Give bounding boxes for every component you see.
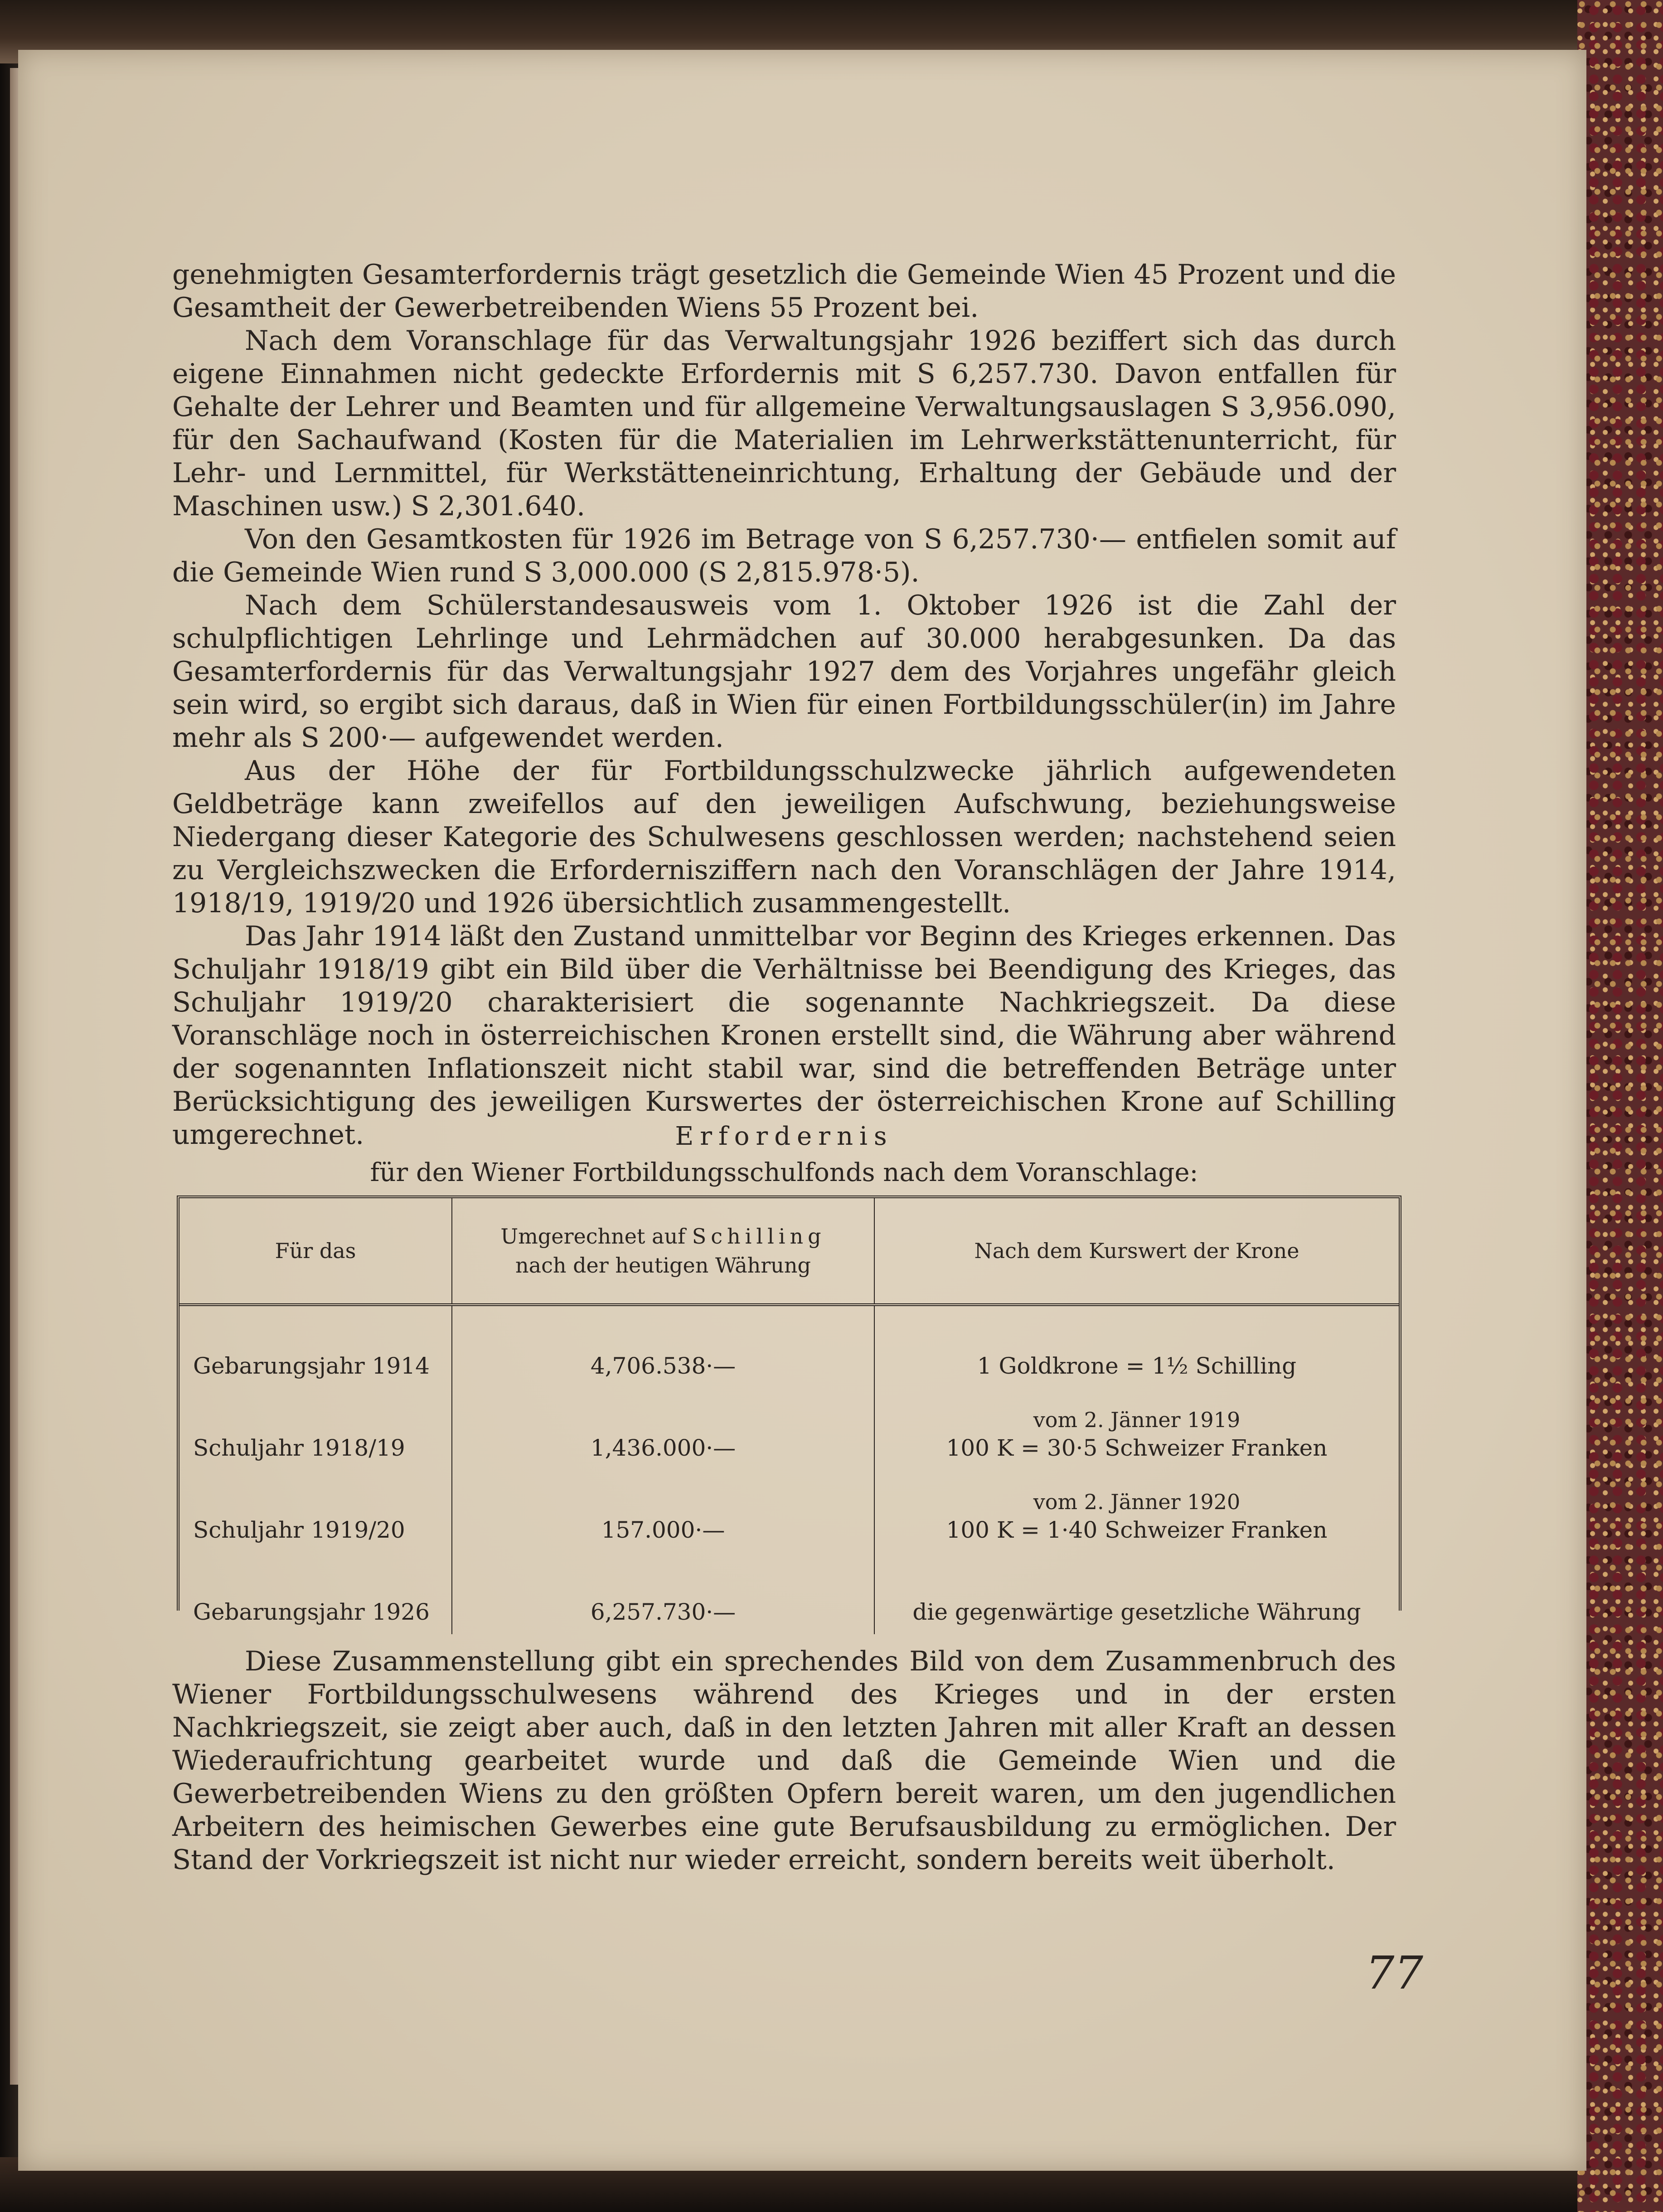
row-note: [874, 1470, 1399, 1552]
closing-text: [172, 1645, 1396, 1877]
row-note: [874, 1388, 1399, 1470]
row-note-main: 100 K = 1·40 Schweizer Franken: [946, 1517, 1328, 1543]
paragraph-6: Das Jahr 1914 läßt den Zustand unmittelbar vor Beginn des Krieges erkennen. Das Schuljahr 1918/19 gibt ein Bild über die Verhältnisse bei Beendigung des Krieges, das Schuljahr 1919/20 charakterisiert die sogenannte Nachkriegszeit. Da diese Voranschläge noch in österreichischen Kronen erstellt sind, die Währung aber während der sogenannten Inflationszeit nicht stabil war, sind die betreffenden Beträge unter Berücksichtigung des jeweiligen Kurswertes der österreichischen Krone auf Schilling umgerechnet.: [172, 920, 1396, 1151]
header-schilling-spaced: Schilling: [692, 1224, 826, 1249]
paragraph-2: Nach dem Voranschlage für das Verwaltungsjahr 1926 beziffert sich das durch eigene Einnahmen nicht gedeckte Erfordernis mit S 6,257.730. Davon entfallen für Gehalte der Lehrer und Beamten und für allgemeine Verwaltungsauslagen S 3,956.090, für den Sachaufwand (Kosten für die Materialien im Lehrwerkstättenunterricht, für Lehr- und Lernmittel, für Werkstätteneinrichtung, Erhaltung der Gebäude und der Maschinen usw.) S 2,301.640.: [172, 325, 1396, 522]
row-note-main: 100 K = 30·5 Schweizer Franken: [946, 1435, 1328, 1461]
header-schilling: [452, 1198, 874, 1305]
body-text: [172, 258, 1396, 1152]
row-amount: 4,706.538·—: [452, 1305, 874, 1388]
table-row: [179, 1470, 1399, 1552]
row-label: Schuljahr 1918/19: [193, 1435, 405, 1461]
row-label: Gebarungsjahr 1926: [193, 1599, 430, 1625]
row-label: Gebarungsjahr 1914: [193, 1353, 430, 1379]
table-header-row: [179, 1198, 1399, 1305]
table-row: [179, 1388, 1399, 1470]
paragraph-1: genehmigten Gesamterfordernis trägt gesetzlich die Gemeinde Wien 45 Prozent und die Gesamtheit der Gewerbetreibenden Wiens 55 Prozent bei.: [172, 259, 1396, 324]
row-amount: 6,257.730·—: [452, 1552, 874, 1634]
paragraph-3: Von den Gesamtkosten für 1926 im Betrage von S 6,257.730·— entfielen somit auf die Gemeinde Wien rund S 3,000.000 (S 2,815.978·5).: [172, 523, 1396, 588]
budget-table: [177, 1196, 1401, 1625]
table-subtitle: für den Wiener Fortbildungsschulfonds nach dem Voranschlage:: [370, 1158, 1198, 1187]
row-amount: 157.000·—: [452, 1470, 874, 1552]
book-page: [18, 50, 1586, 2171]
row-note-main: 1 Goldkrone = 1½ Schilling: [977, 1353, 1297, 1379]
budget-table-grid: [179, 1198, 1399, 1634]
paragraph-5: Aus der Höhe der für Fortbildungsschulzwecke jährlich aufgewendeten Geldbeträge kann zweifellos auf den jeweiligen Aufschwung, beziehungsweise Niedergang dieser Kategorie des Schulwesens geschlossen werden; nachstehend seien zu Vergleichszwecken die Erfordernisziffern nach den Voranschlägen der Jahre 1914, 1918/19, 1919/20 und 1926 übersichtlich zusammengestellt.: [172, 755, 1396, 919]
table-row: [179, 1552, 1399, 1634]
row-label: Schuljahr 1919/20: [193, 1517, 405, 1543]
header-schilling-line2: nach der heutigen Währung: [515, 1253, 811, 1278]
closing-paragraph: Diese Zusammenstellung gibt ein sprechendes Bild von dem Zusammenbruch des Wiener Fortbildungsschulwesens während des Krieges und in der ersten Nachkriegszeit, sie zeigt aber auch, daß in den letzten Jahren mit aller Kraft an dessen Wiederaufrichtung gearbeitet wurde und daß die Gemeinde Wien und die Gewerbetreibenden Wiens zu den größten Opfern bereit waren, um den jugendlichen Arbeitern des heimischen Gewerbes eine gute Berufsausbildung zu ermöglichen. Der Stand der Vorkriegszeit ist nicht nur wieder erreicht, sondern bereits weit überholt.: [172, 1646, 1396, 1876]
header-kurswert: Nach dem Kurswert der Krone: [874, 1198, 1399, 1305]
header-schilling-prefix: Umgerechnet auf: [500, 1224, 686, 1249]
table-title: Erfordernis: [675, 1122, 893, 1151]
header-fuer-das: Für das: [179, 1198, 452, 1305]
row-note-main: die gegenwärtige gesetzliche Währung: [912, 1599, 1361, 1625]
row-note: [874, 1305, 1399, 1388]
table-row: [179, 1305, 1399, 1388]
row-note-top: vom 2. Jänner 1919: [1033, 1408, 1241, 1432]
row-note-top: vom 2. Jänner 1920: [1033, 1490, 1241, 1514]
page-number: 77: [1365, 1946, 1423, 1999]
row-note: [874, 1552, 1399, 1634]
paragraph-4: Nach dem Schülerstandesausweis vom 1. Oktober 1926 ist die Zahl der schulpflichtigen Lehrlinge und Lehrmädchen auf 30.000 herabgesunken. Da das Gesamterfordernis für das Verwaltungsjahr 1927 dem des Vorjahres ungefähr gleich sein wird, so ergibt sich daraus, daß in Wien für einen Fortbildungsschüler(in) im Jahre mehr als S 200·— aufgewendet werden.: [172, 590, 1396, 754]
row-amount: 1,436.000·—: [452, 1388, 874, 1470]
marbled-cover-edge: [1577, 0, 1663, 2212]
